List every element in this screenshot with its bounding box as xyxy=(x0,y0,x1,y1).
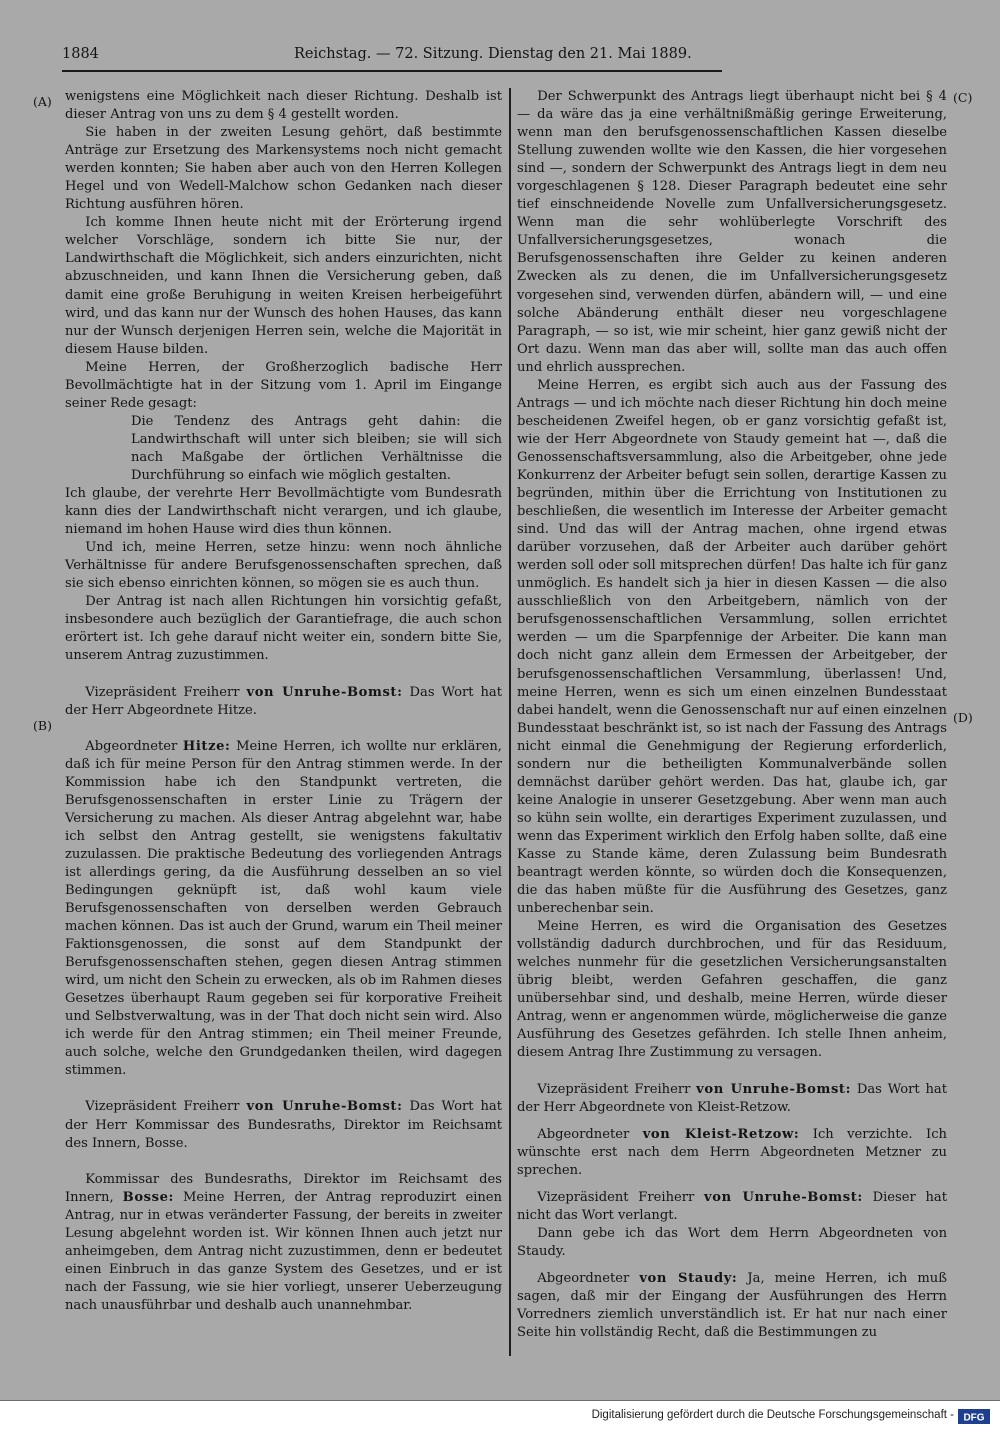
speaker-name: Hitze: xyxy=(182,738,231,754)
paragraph: wenigstens eine Möglichkeit nach dieser Richtung. Deshalb ist dieser Antrag von uns zu dem § 4 gestellt worden. xyxy=(65,89,502,123)
footer-bar xyxy=(0,1401,1000,1432)
margin-marker-d: (D) xyxy=(953,710,973,725)
speaker-name: von Unruhe-Bomst: xyxy=(696,1081,852,1097)
speech-vizepraesident-3 xyxy=(517,1081,947,1117)
paragraph: Meine Herren, es wird die Organisation des Gesetzes vollständig dadurch durchbrochen, und für das Residuum, welches nunmehr für die gesetzlichen Versicherungsanstalten übrig bleibt, werden Gefahren geschaffen, die ganz unübersehbar sind, und deshalb, meine Herren, würde dieser Antrag, wenn er angenommen würde, möglicherweise die ganze Ausführung des Gesetzes gefährden. Ich stelle Ihnen anheim, diesem Antrag Ihre Zustimmung zu versagen. xyxy=(517,919,947,1061)
left-column xyxy=(65,88,502,1315)
paragraph: Sie haben in der zweiten Lesung gehört, daß bestimmte Anträge zur Ersetzung des Markensystems noch nicht gemacht werden konnten; Sie haben aber auch von den Herren Kollegen Hegel und von Wedell-Malchow schon Gedanken nach dieser Richtung ausführen hören. xyxy=(65,125,502,213)
speech-text: Das Wort hat der Herr Abgeordnete Hitze. xyxy=(65,684,502,718)
paragraph: Und ich, meine Herren, setze hinzu: wenn noch ähnliche Verhältnisse für andere Berufsgenossenschaften sprechen, daß sie sich ebenso einrichten können, so mögen sie es auch thun. xyxy=(65,540,502,592)
speaker-role: Vizepräsident Freiherr xyxy=(85,1099,240,1115)
speech-kleist-retzow xyxy=(517,1126,947,1180)
page-number: 1884 xyxy=(62,46,99,62)
speaker-name: von Staudy: xyxy=(639,1270,738,1286)
paragraph: Meine Herren, der Großherzoglich badische Herr Bevollmächtigte hat in der Sitzung vom 1. April im Eingange seiner Rede gesagt: xyxy=(65,359,502,411)
speech-text: Ja, meine Herren, ich muß sagen, daß mir der Eingang der Ausführungen des Herrn Vorredners ziemlich unverständlich ist. Er hat nur nach einer Seite hin vollständig Recht, daß die Bestimmungen zu xyxy=(517,1270,947,1341)
speaker-role: Vizepräsident Freiherr xyxy=(537,1081,691,1097)
dfg-logo-text: DFG xyxy=(963,1412,985,1424)
speech-text: Das Wort hat der Herr Kommissar des Bundesraths, Direktor im Reichsamt des Innern, Bosse. xyxy=(65,1099,502,1151)
speech-staudy xyxy=(517,1270,947,1342)
running-title: Reichstag. — 72. Sitzung. Dienstag den 21. Mai 1889. xyxy=(294,46,692,62)
speech-hitze xyxy=(65,738,502,1081)
page-header xyxy=(62,46,722,68)
margin-marker-a: (A) xyxy=(33,94,52,109)
speech-text: Dieser hat nicht das Wort verlangt. xyxy=(517,1189,947,1223)
speaker-role: Vizepräsident Freiherr xyxy=(537,1189,695,1205)
speaker-name: von Unruhe-Bomst: xyxy=(246,684,403,700)
paragraph: Ich komme Ihnen heute nicht mit der Erörterung irgend welcher Vorschläge, sondern ich bitte Sie nur, der Landwirthschaft die Möglichkeit, sich anders einzurichten, nicht abzuschneiden, und kann Ihnen die Versicherung geben, daß damit eine große Beruhigung in weiten Kreisen herbeigeführt wird, und das kann nur der Wunsch des hohen Hauses, das kann nur der Wunsch derjenigen Herren sein, welche die Majorität in diesem Hause bilden. xyxy=(65,215,502,357)
margin-marker-c: (C) xyxy=(953,90,973,105)
speaker-name: Bosse: xyxy=(122,1189,174,1205)
column-divider xyxy=(509,88,511,1356)
speaker-name: von Unruhe-Bomst: xyxy=(246,1099,403,1115)
speech-text: Ich verzichte. Ich wünschte erst nach dem Herrn Abgeordneten Metzner zu sprechen. xyxy=(517,1126,947,1178)
speaker-role: Abgeordneter xyxy=(537,1270,630,1286)
speech-vizepraesident-1 xyxy=(65,684,502,720)
paragraph: Dann gebe ich das Wort dem Herrn Abgeordneten von Staudy. xyxy=(517,1225,947,1259)
header-rule xyxy=(62,70,722,72)
dfg-logo-icon xyxy=(958,1409,990,1424)
paragraph: Ich glaube, der verehrte Herr Bevollmächtigte vom Bundesrath kann dies der Landwirthschaft nicht verargen, und ich glaube, niemand im hohen Hause wird dies thun können. xyxy=(65,486,502,538)
speech-vizepraesident-2 xyxy=(65,1098,502,1152)
quotation: Die Tendenz des Antrags geht dahin: die Landwirthschaft will unter sich bleiben; sie will sich nach Maßgabe der örtlichen Verhältnisse die Durchführung so einfach wie möglich gestalten. xyxy=(131,413,502,483)
right-column xyxy=(517,88,947,1342)
paragraph: Meine Herren, es ergibt sich auch aus der Fassung des Antrags — und ich möchte nach dieser Richtung hin doch meine bescheidenen Zweifel hegen, ob er ganz vorsichtig gefaßt ist, wie der Herr Abgeordnete von Staudy gemeint hat —, daß die Genossenschaftsversammlung, also die Arbeitgeber, ohne jede Konkurrenz der Arbeiter befugt sein sollen, derartige Kassen zu begründen, mithin über die Errichtung von Institutionen zu beschließen, die wesentlich im Interesse der Arbeiter gemacht sind. Und das will der Antrag machen, ohne irgend etwas darüber vorzusehen, daß der Arbeiter auch darüber gehört werden soll oder soll mitsprechen dürfen! Das halte ich für ganz unmöglich. Es handelt sich ja hier in diesen Kassen — die also ausschließlich von den Arbeitgebern, nämlich von der berufsgenossenschaftlichen Versammlung, sollen errichtet werden — um die Sparpfennige der Arbeiter. Die kann man doch nicht ganz allein dem Ermessen der Arbeitgeber, der berufsgenossenschaftlichen Versammlung, überlassen! Und, meine Herren, wenn es sich um einen einzelnen Bundesstaat dabei handelt, wenn die Genossenschaft nur auf einen einzelnen Bundesstaat beschränkt ist, so ist nach der Fassung des Antrags nicht einmal die Genehmigung der Regierung erforderlich, sondern nur die betheiligten Kommunalverbände sollen demnächst darüber gehört werden. Das hat, glaube ich, gar keine Analogie in unserer Gesetzgebung. Aber wenn man auch so kühn sein wollte, ein derartiges Experiment zuzulassen, und wenn das Experiment wirklich den Erfolg haben sollte, daß eine Kasse zu Stande käme, deren Zulassung beim Bundesrath beantragt werden könnte, so würden doch die Konsequenzen, die das haben müßte für die Ausführung des Gesetzes, ganz unberechenbar sein. xyxy=(517,377,947,917)
funding-note: Digitalisierung gefördert durch die Deutsche Forschungsgemeinschaft - xyxy=(591,1409,954,1421)
speech-bosse xyxy=(65,1171,502,1315)
speech-text: Das Wort hat der Herr Abgeordnete von Kleist-Retzow. xyxy=(517,1081,947,1115)
speech-text: Meine Herren, ich wollte nur erklären, daß ich für meine Person für den Antrag stimmen werde. In der Kommission habe ich den Standpunkt vertreten, die Berufsgenossenschaften in erster Linie zu Trägern der Versicherung zu machen. Als dieser Antrag abgelehnt war, habe ich selbst den Antrag gestellt, sie wenigstens fakultativ zuzulassen. Die praktische Bedeutung des vorliegenden Antrags ist allerdings gering, da die Ausführung desselben an so viel Bedingungen geknüpft ist, daß wohl kaum viele Berufsgenossenschaften von derselben werden Gebrauch machen können. Das ist auch der Grund, warum ein Theil meiner Faktionsgenossen, die sonst auf dem Standpunkt der Berufsgenossenschaften stehen, gegen diesen Antrag stimmen wird, um nicht den Schein zu erwecken, als ob im Rahmen dieses Gesetzes überhaupt Raum gegeben sei für korporative Freiheit und Selbstverwaltung, was in der That doch nicht sein wird. Also ich werde für den Antrag stimmen; ein Theil meiner Freunde, auch solche, welche den Grundgedanken theilen, wird dagegen stimmen. xyxy=(65,738,502,1079)
margin-marker-b: (B) xyxy=(33,718,52,733)
speech-vizepraesident-4 xyxy=(517,1189,947,1225)
speaker-role: Kommissar des Bundesraths, Direktor im Reichsamt des Innern, xyxy=(65,1171,502,1205)
speaker-role: Abgeordneter xyxy=(537,1126,630,1142)
speaker-role: Abgeordneter xyxy=(85,738,178,754)
speech-text: Meine Herren, der Antrag reproduzirt einen Antrag, nur in etwas veränderter Fassung, der bereits in zweiter Lesung abgelehnt worden ist. Wir können Ihnen auch jetzt nur anheimgeben, dem Antrag nicht zuzustimmen, denn er bedeutet einen Einbruch in das ganze System des Gesetzes, und er ist nach der Fassung, wie sie hier vorliegt, unserer Ueberzeugung nach unausführbar und deshalb auch unannehmbar. xyxy=(65,1189,502,1313)
speaker-name: von Unruhe-Bomst: xyxy=(704,1189,863,1205)
speaker-role: Vizepräsident Freiherr xyxy=(85,684,240,700)
paragraph: Der Schwerpunkt des Antrags liegt überhaupt nicht bei § 4 — da wäre das ja eine verhältnißmäßig geringe Erweiterung, wenn man den berufsgenossenschaftlichen Kassen dieselbe Stellung zuwenden wollte wie den Kassen, die hier vorgesehen sind —, sondern der Schwerpunkt des Antrags liegt in dem neu vorgeschlagenen § 128. Dieser Paragraph bedeutet eine sehr tief einschneidende Novelle zum Unfallversicherungsgesetz. Wenn man die sehr wohlüberlegte Vorschrift des Unfallversicherungsgesetzes, wonach die Berufsgenossenschaften ihre Gelder zu keinen anderen Zwecken als zu denen, die im Unfallversicherungsgesetz vorgesehen sind, verwenden dürfen, abändern will, — und eine solche Abänderung enthält dieser neu vorgeschlagene Paragraph, — so ist, wie mir scheint, hier ganz gewiß nicht der Ort dazu. Wenn man das aber will, sollte man das auch offen und ehrlich aussprechen. xyxy=(517,89,947,375)
speaker-name: von Kleist-Retzow: xyxy=(642,1126,800,1142)
paragraph: Der Antrag ist nach allen Richtungen hin vorsichtig gefaßt, insbesondere auch bezüglich der Garantiefrage, die auch schon erörtert ist. Ich gehe darauf nicht weiter ein, sondern bitte Sie, unserem Antrag zuzustimmen. xyxy=(65,594,502,664)
